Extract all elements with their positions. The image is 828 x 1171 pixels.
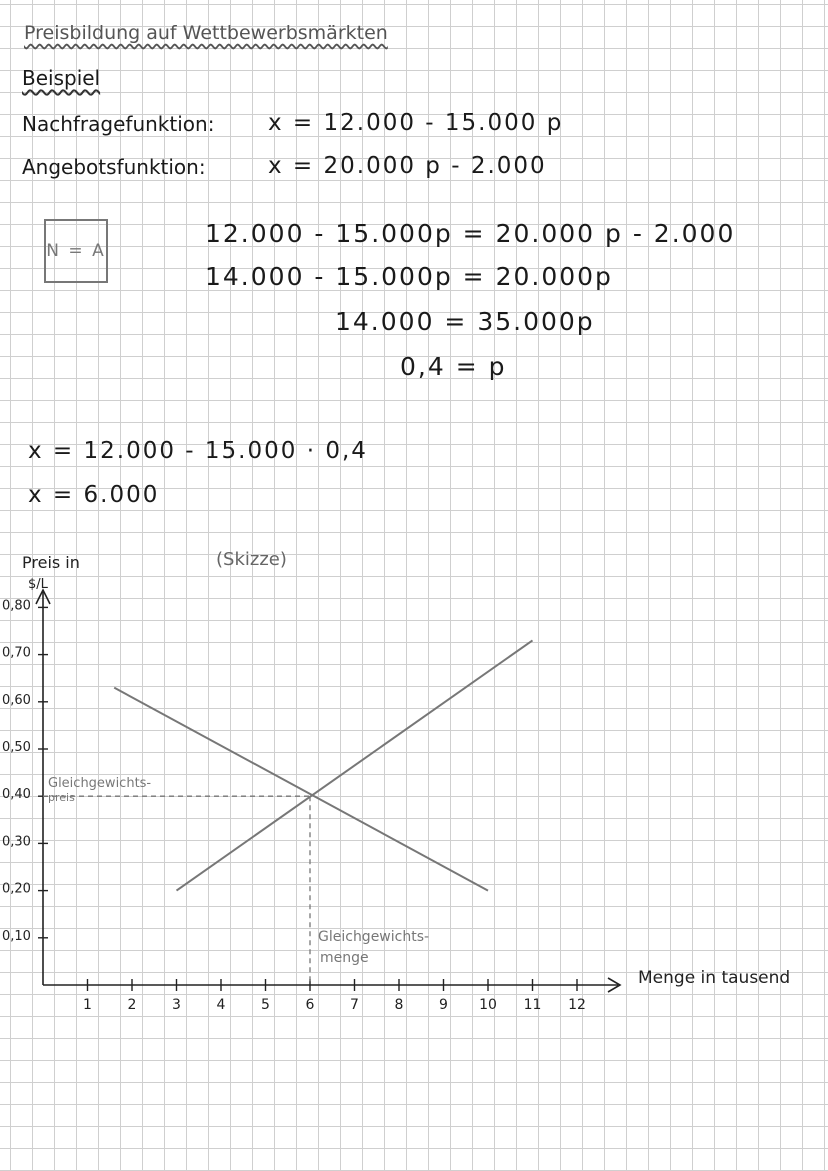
x-tick-label: 4 [216, 997, 226, 1013]
x-axis-label: Menge in tausend [638, 968, 791, 988]
example-heading: Beispiel [22, 66, 101, 90]
x-tick-label: 1 [83, 997, 92, 1013]
y-axis-label: Preis in [22, 553, 80, 572]
demand-curve [114, 688, 488, 891]
x-tick-label: 5 [261, 997, 270, 1013]
sketch-label: (Skizze) [216, 549, 287, 570]
x-tick-label: 7 [350, 997, 359, 1013]
substitution-line-2: x = 6.000 [28, 482, 160, 508]
y-axis-unit: $/L [28, 577, 48, 592]
solution-step-1: 12.000 - 15.000p = 20.000 p - 2.000 [205, 219, 736, 248]
x-tick-label: 2 [127, 997, 137, 1013]
x-tick-label: 3 [172, 997, 181, 1013]
equilibrium-price-label-2: preis [48, 791, 75, 804]
supply-curve [177, 640, 533, 890]
x-tick-label: 12 [568, 997, 586, 1013]
equilibrium-quantity-label-2: menge [320, 950, 369, 966]
y-tick-label: 0,70 [2, 645, 31, 661]
page-title: Preisbildung auf Wettbewerbsmärkten [24, 22, 388, 44]
substitution-line-1: x = 12.000 - 15.000 · 0,4 [28, 438, 368, 464]
demand-label: Nachfragefunktion: [22, 112, 215, 136]
supply-formula: x = 20.000 p - 2.000 [268, 153, 547, 179]
y-tick-label: 0,20 [2, 881, 31, 897]
y-tick-label: 0,40 [2, 787, 31, 803]
y-tick-label: 0,60 [2, 692, 31, 708]
solution-step-4: 0,4 = p [400, 352, 507, 381]
equilibrium-price-label: Gleichgewichts- [48, 776, 152, 791]
x-tick-label: 8 [394, 997, 404, 1013]
y-tick-label: 0,80 [2, 598, 31, 614]
x-tick-label: 10 [479, 997, 497, 1013]
x-tick-label: 6 [305, 997, 315, 1013]
equilibrium-quantity-label: Gleichgewichts- [318, 929, 430, 945]
equilibrium-condition-box: N = A [44, 219, 108, 283]
supply-label: Angebotsfunktion: [22, 155, 206, 179]
y-tick-label: 0,10 [2, 928, 31, 944]
y-tick-label: 0,30 [2, 834, 31, 850]
x-tick-label: 11 [523, 997, 542, 1013]
x-tick-label: 9 [439, 997, 448, 1013]
solution-step-2: 14.000 - 15.000p = 20.000p [205, 262, 613, 291]
solution-step-3: 14.000 = 35.000p [335, 307, 595, 336]
demand-formula: x = 12.000 - 15.000 p [268, 110, 564, 136]
y-tick-label: 0,50 [2, 740, 31, 755]
